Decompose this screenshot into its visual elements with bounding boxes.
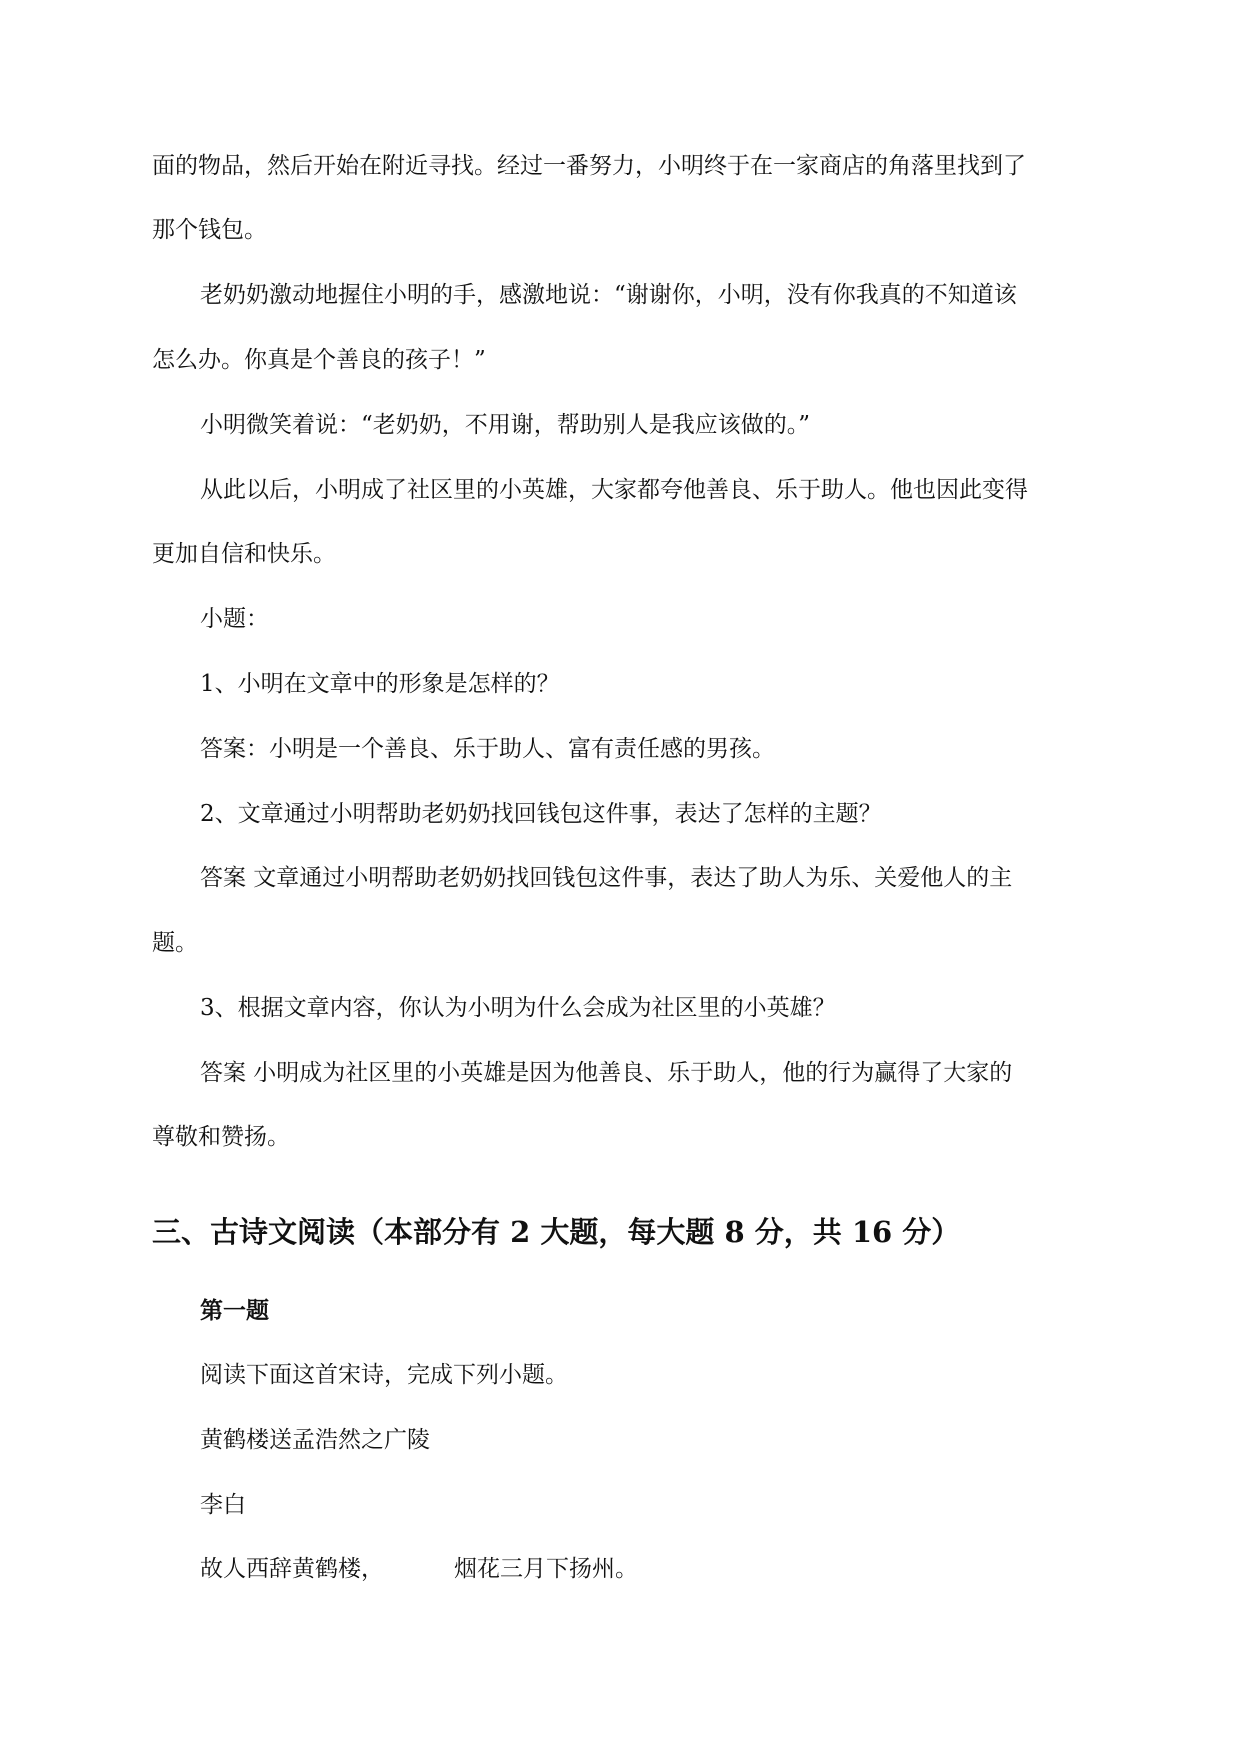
poem-line-1-first-half: 故人西辞黄鹤楼， (200, 1556, 384, 1582)
question-2: 2、文章通过小明帮助老奶奶找回钱包这件事，表达了怎样的主题？ (200, 801, 882, 827)
poem-title: 黄鹤楼送孟浩然之广陵 (200, 1427, 430, 1453)
answer-3-line-1: 答案 小明成为社区里的小英雄是因为他善良、乐于助人，他的行为赢得了大家的 (200, 1060, 1013, 1086)
paragraph-4-line-1: 从此以后，小明成了社区里的小英雄，大家都夸他善良、乐于助人。他也因此变得 (200, 477, 1028, 503)
paragraph-1-line-2: 那个钱包。 (152, 217, 267, 243)
paragraph-4-line-2: 更加自信和快乐。 (152, 541, 336, 567)
paragraph-3-line-1: 小明微笑着说：“老奶奶，不用谢，帮助别人是我应该做的。” (200, 412, 811, 438)
answer-1: 答案：小明是一个善良、乐于助人、富有责任感的男孩。 (200, 736, 775, 762)
section-3-heading: 三、古诗文阅读（本部分有 2 大题，每大题 8 分，共 16 分） (152, 1215, 961, 1249)
question-1: 1、小明在文章中的形象是怎样的？ (200, 671, 560, 697)
answer-3-line-2: 尊敬和赞扬。 (152, 1124, 290, 1150)
poem-line-1-second-half: 烟花三月下扬州。 (454, 1556, 638, 1582)
answer-2-line-1: 答案 文章通过小明帮助老奶奶找回钱包这件事，表达了助人为乐、关爱他人的主 (200, 865, 1013, 891)
answer-2-line-2: 题。 (152, 930, 198, 956)
paragraph-2-line-2: 怎么办。你真是个善良的孩子！” (152, 347, 486, 373)
section-3-subheading-1: 第一题 (200, 1297, 269, 1324)
poem-author: 李白 (200, 1492, 246, 1518)
poem-line-1 (200, 1554, 1140, 1584)
paragraph-2-line-1: 老奶奶激动地握住小明的手，感激地说：“谢谢你，小明，没有你我真的不知道该 (200, 282, 1017, 308)
poem-instruction: 阅读下面这首宋诗，完成下列小题。 (200, 1362, 568, 1388)
paragraph-1-line-1: 面的物品，然后开始在附近寻找。经过一番努力，小明终于在一家商店的角落里找到了 (152, 153, 1026, 179)
question-3: 3、根据文章内容，你认为小明为什么会成为社区里的小英雄？ (200, 995, 836, 1021)
questions-label: 小题： (200, 606, 269, 632)
